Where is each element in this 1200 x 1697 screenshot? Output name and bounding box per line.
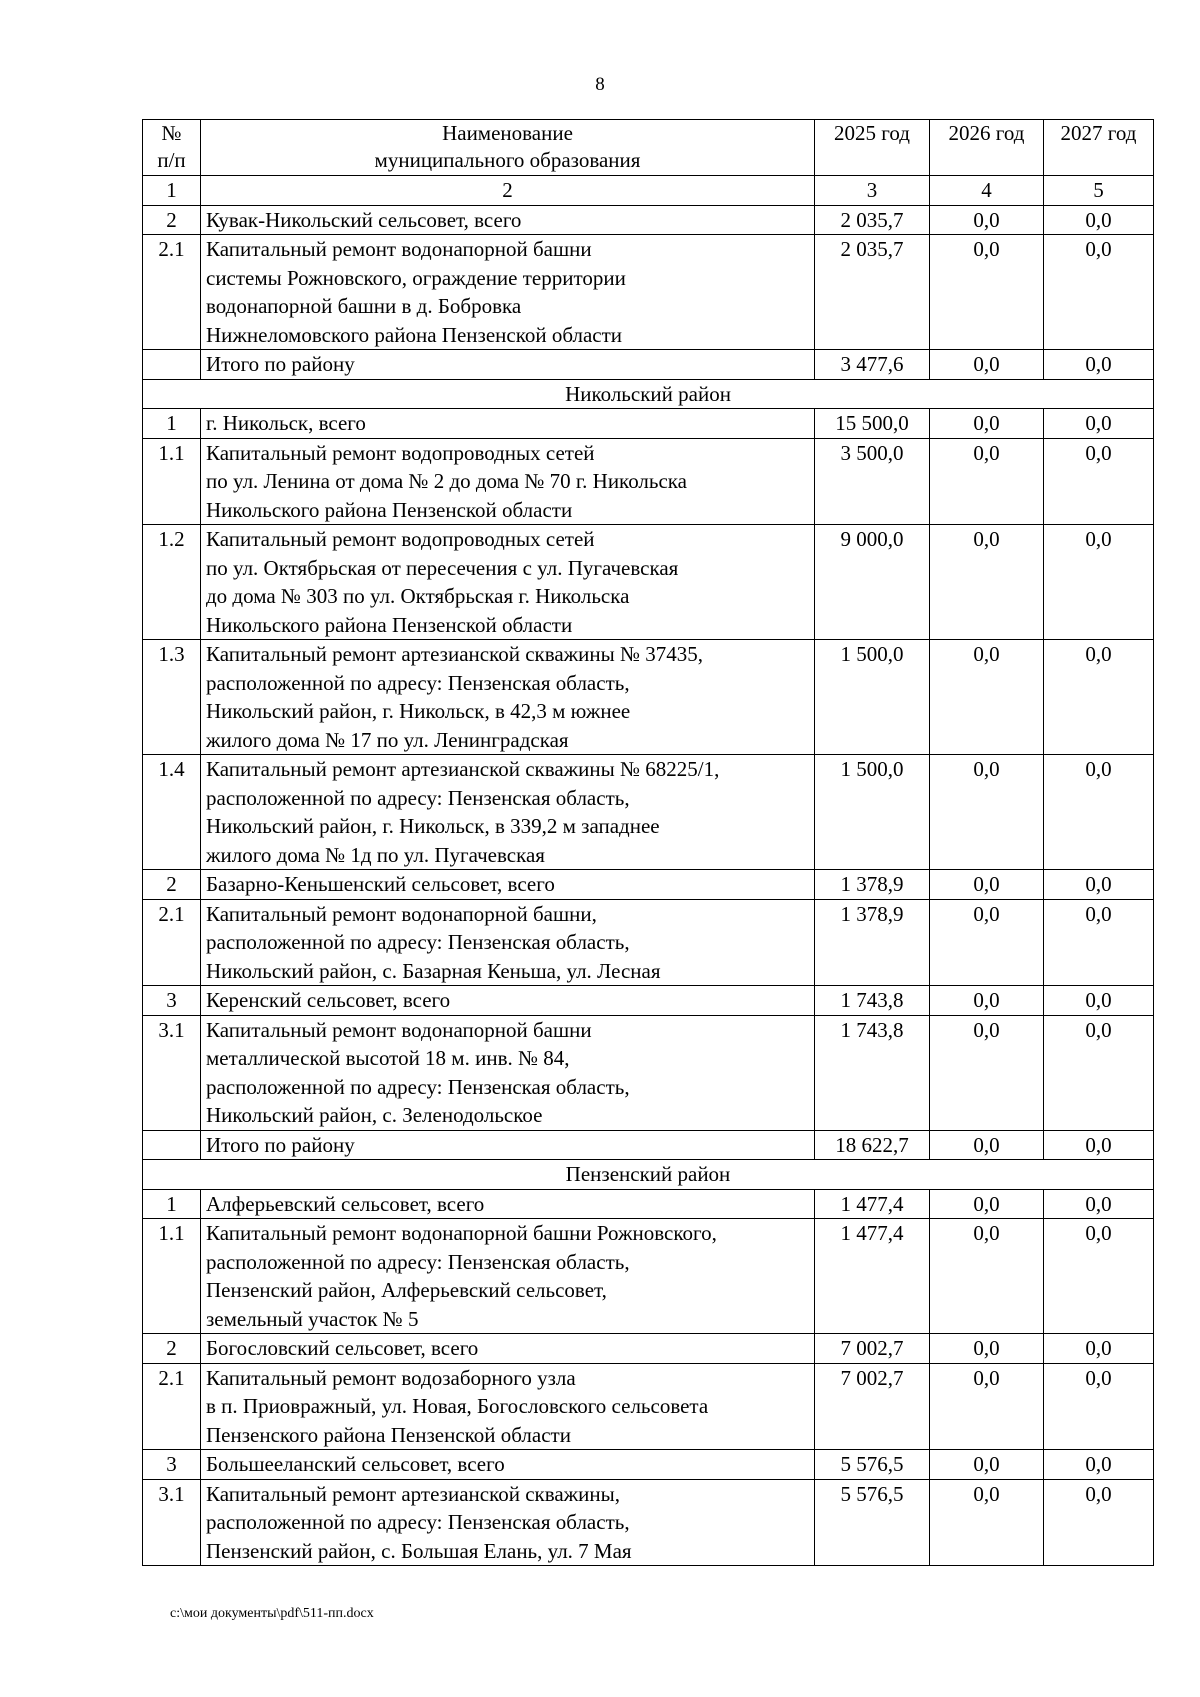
file-path-footer: c:\мои документы\pdf\511-пп.docx <box>170 1606 374 1621</box>
value-2025: 15 500,0 <box>815 409 930 439</box>
value-2025: 5 576,5 <box>815 1450 930 1480</box>
value-2027: 0,0 <box>1044 350 1154 380</box>
value-2026: 0,0 <box>930 525 1044 640</box>
value-2026: 0,0 <box>930 1479 1044 1566</box>
table-row <box>143 409 1154 439</box>
value-2026: 0,0 <box>930 350 1044 380</box>
header-name: Наименование муниципального образования <box>201 120 815 176</box>
value-2025: 18 622,7 <box>815 1130 930 1160</box>
value-2027: 0,0 <box>1044 1219 1154 1334</box>
row-number <box>143 350 201 380</box>
table-row <box>143 1363 1154 1450</box>
value-2026: 0,0 <box>930 1450 1044 1480</box>
row-name: Богословский сельсовет, всего <box>201 1334 815 1364</box>
funding-table <box>142 119 1154 1566</box>
row-number: 2 <box>143 870 201 900</box>
value-2027: 0,0 <box>1044 1334 1154 1364</box>
table-row <box>143 899 1154 986</box>
value-2026: 0,0 <box>930 1219 1044 1334</box>
row-name: Капитальный ремонт водопроводных сетей по ул. Ленина от дома № 2 до дома № 70 г. Никольска Никольского района Пензенской области <box>201 438 815 525</box>
region-name: Пензенский район <box>143 1160 1154 1190</box>
row-number: 1.4 <box>143 755 201 870</box>
value-2025: 2 035,7 <box>815 235 930 350</box>
value-2026: 0,0 <box>930 1130 1044 1160</box>
row-name: Капитальный ремонт артезианской скважины № 37435, расположенной по адресу: Пензенская область, Никольский район, г. Никольск, в 42,3 м южнее жилого дома № 17 по ул. Ленинградская <box>201 640 815 755</box>
value-2026: 0,0 <box>930 409 1044 439</box>
value-2027: 0,0 <box>1044 755 1154 870</box>
value-2025: 1 743,8 <box>815 986 930 1016</box>
table-row <box>143 986 1154 1016</box>
value-2026: 0,0 <box>930 870 1044 900</box>
row-number: 3 <box>143 986 201 1016</box>
column-index: 4 <box>930 176 1044 206</box>
value-2026: 0,0 <box>930 438 1044 525</box>
table-row <box>143 1334 1154 1364</box>
row-name: Капитальный ремонт водонапорной башни Рожновского, расположенной по адресу: Пензенская область, Пензенский район, Алферьевский сельсовет, земельный участок № 5 <box>201 1219 815 1334</box>
table-row <box>143 1450 1154 1480</box>
row-number: 1.1 <box>143 438 201 525</box>
table-row <box>143 1130 1154 1160</box>
value-2027: 0,0 <box>1044 870 1154 900</box>
table-row <box>143 438 1154 525</box>
row-number: 2.1 <box>143 235 201 350</box>
value-2025: 7 002,7 <box>815 1363 930 1450</box>
row-name: Капитальный ремонт водозаборного узла в п. Приовражный, ул. Новая, Богословского сельсовета Пензенского района Пензенской области <box>201 1363 815 1450</box>
table-row <box>143 1479 1154 1566</box>
row-name: Капитальный ремонт водонапорной башни металлической высотой 18 м. инв. № 84, расположенной по адресу: Пензенская область, Никольский район, с. Зеленодольское <box>201 1015 815 1130</box>
column-index-row <box>143 176 1154 206</box>
row-number: 3.1 <box>143 1015 201 1130</box>
row-number: 1 <box>143 1189 201 1219</box>
row-name: Базарно-Кеньшенский сельсовет, всего <box>201 870 815 900</box>
row-name: Капитальный ремонт водонапорной башни системы Рожновского, ограждение территории водонапорной башни в д. Бобровка Нижнеломовского района Пензенской области <box>201 235 815 350</box>
row-number: 1.2 <box>143 525 201 640</box>
value-2026: 0,0 <box>930 899 1044 986</box>
value-2027: 0,0 <box>1044 1479 1154 1566</box>
value-2026: 0,0 <box>930 235 1044 350</box>
value-2025: 1 477,4 <box>815 1189 930 1219</box>
row-number: 2 <box>143 1334 201 1364</box>
row-number: 2.1 <box>143 1363 201 1450</box>
value-2027: 0,0 <box>1044 205 1154 235</box>
value-2026: 0,0 <box>930 986 1044 1016</box>
value-2026: 0,0 <box>930 205 1044 235</box>
value-2027: 0,0 <box>1044 1189 1154 1219</box>
row-number: 1.3 <box>143 640 201 755</box>
value-2025: 9 000,0 <box>815 525 930 640</box>
value-2026: 0,0 <box>930 755 1044 870</box>
region-header-row <box>143 379 1154 409</box>
row-name: Алферьевский сельсовет, всего <box>201 1189 815 1219</box>
page-number: 8 <box>595 74 605 95</box>
table-body <box>143 205 1154 1566</box>
value-2027: 0,0 <box>1044 899 1154 986</box>
value-2025: 1 500,0 <box>815 755 930 870</box>
value-2025: 1 378,9 <box>815 899 930 986</box>
row-name: Капитальный ремонт водонапорной башни, расположенной по адресу: Пензенская область, Никольский район, с. Базарная Кеньша, ул. Лесная <box>201 899 815 986</box>
row-name: Капитальный ремонт водопроводных сетей по ул. Октябрьская от пересечения с ул. Пугачевская до дома № 303 по ул. Октябрьская г. Никольска Никольского района Пензенской области <box>201 525 815 640</box>
table-row <box>143 205 1154 235</box>
header-2027: 2027 год <box>1044 120 1154 176</box>
row-name: Итого по району <box>201 350 815 380</box>
value-2027: 0,0 <box>1044 438 1154 525</box>
row-number: 1 <box>143 409 201 439</box>
value-2025: 3 500,0 <box>815 438 930 525</box>
row-name: Капитальный ремонт артезианской скважины № 68225/1, расположенной по адресу: Пензенская область, Никольский район, г. Никольск, в 339,2 м западнее жилого дома № 1д по ул. Пугачевская <box>201 755 815 870</box>
row-number: 2 <box>143 205 201 235</box>
row-number: 2.1 <box>143 899 201 986</box>
value-2025: 7 002,7 <box>815 1334 930 1364</box>
region-name: Никольский район <box>143 379 1154 409</box>
value-2025: 3 477,6 <box>815 350 930 380</box>
table-row <box>143 1015 1154 1130</box>
header-num: № п/п <box>143 120 201 176</box>
table-row <box>143 640 1154 755</box>
header-2025: 2025 год <box>815 120 930 176</box>
value-2027: 0,0 <box>1044 409 1154 439</box>
value-2025: 1 500,0 <box>815 640 930 755</box>
value-2025: 1 378,9 <box>815 870 930 900</box>
header-2026: 2026 год <box>930 120 1044 176</box>
table-row <box>143 1189 1154 1219</box>
value-2027: 0,0 <box>1044 235 1154 350</box>
row-name: Большееланский сельсовет, всего <box>201 1450 815 1480</box>
row-name: Капитальный ремонт артезианской скважины, расположенной по адресу: Пензенская область, Пензенский район, с. Большая Елань, ул. 7 Мая <box>201 1479 815 1566</box>
table-row <box>143 755 1154 870</box>
value-2027: 0,0 <box>1044 525 1154 640</box>
row-name: Керенский сельсовет, всего <box>201 986 815 1016</box>
value-2026: 0,0 <box>930 1363 1044 1450</box>
row-number <box>143 1130 201 1160</box>
value-2026: 0,0 <box>930 1189 1044 1219</box>
value-2027: 0,0 <box>1044 1450 1154 1480</box>
column-index: 3 <box>815 176 930 206</box>
value-2027: 0,0 <box>1044 986 1154 1016</box>
value-2025: 2 035,7 <box>815 205 930 235</box>
value-2025: 5 576,5 <box>815 1479 930 1566</box>
value-2027: 0,0 <box>1044 640 1154 755</box>
value-2027: 0,0 <box>1044 1363 1154 1450</box>
value-2026: 0,0 <box>930 640 1044 755</box>
row-number: 1.1 <box>143 1219 201 1334</box>
value-2026: 0,0 <box>930 1334 1044 1364</box>
table-header-row <box>143 120 1154 176</box>
column-index: 2 <box>201 176 815 206</box>
column-index: 5 <box>1044 176 1154 206</box>
row-name: Итого по району <box>201 1130 815 1160</box>
table-row <box>143 525 1154 640</box>
value-2025: 1 743,8 <box>815 1015 930 1130</box>
table-row <box>143 235 1154 350</box>
value-2026: 0,0 <box>930 1015 1044 1130</box>
table-row <box>143 1219 1154 1334</box>
value-2027: 0,0 <box>1044 1130 1154 1160</box>
row-name: Кувак-Никольский сельсовет, всего <box>201 205 815 235</box>
table-row <box>143 350 1154 380</box>
row-number: 3.1 <box>143 1479 201 1566</box>
row-number: 3 <box>143 1450 201 1480</box>
column-index: 1 <box>143 176 201 206</box>
table-row <box>143 870 1154 900</box>
value-2027: 0,0 <box>1044 1015 1154 1130</box>
region-header-row <box>143 1160 1154 1190</box>
value-2025: 1 477,4 <box>815 1219 930 1334</box>
row-name: г. Никольск, всего <box>201 409 815 439</box>
